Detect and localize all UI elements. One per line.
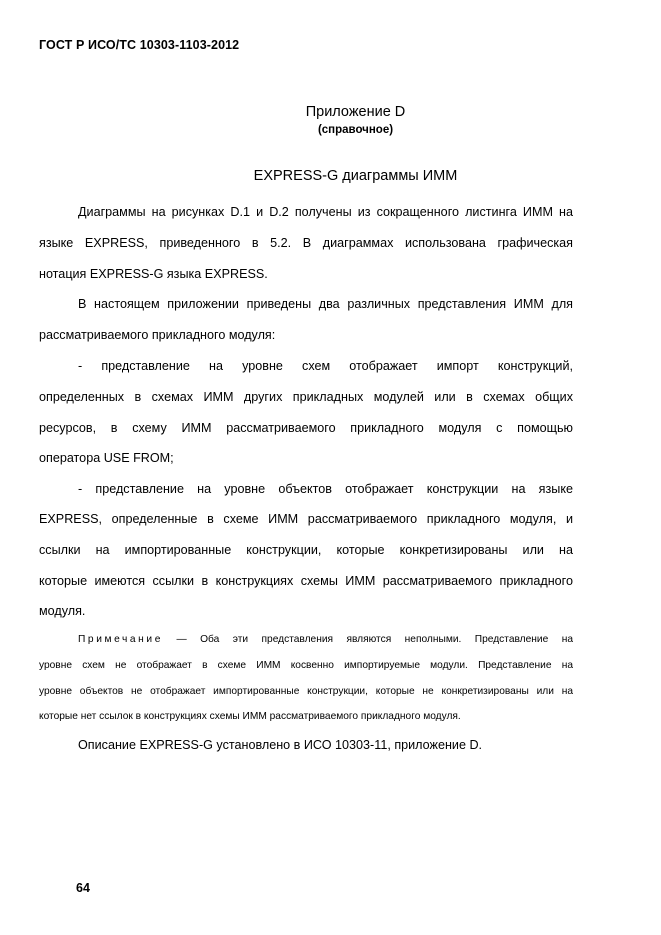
paragraph-line: нотация EXPRESS-G языка EXPRESS. xyxy=(39,267,268,281)
note-line: уровне схем не отображает в схеме ИММ косвенно импортируемые модули. Представление на xyxy=(39,660,573,671)
appendix-kind: (справочное) xyxy=(317,124,394,136)
list-item-line: модуля. xyxy=(39,604,86,618)
note-dash: — xyxy=(176,634,187,645)
appendix-title: Приложение D xyxy=(305,104,406,120)
paragraph-line: Диаграммы на рисунках D.1 и D.2 получены из сокращенного листинга ИММ на xyxy=(78,205,573,219)
note-line: которые нет ссылок в конструкциях схемы ИММ рассматриваемого прикладного модуля. xyxy=(39,711,461,722)
paragraph-line: языке EXPRESS, приведенного в 5.2. В диаграммах использована графическая xyxy=(39,236,573,250)
section-title: EXPRESS-G диаграммы ИММ xyxy=(253,168,458,184)
list-item-line: - представление на уровне объектов отображает конструкции на языке xyxy=(78,482,573,496)
list-item-line: оператора USE FROM; xyxy=(39,451,174,465)
note-line: уровне объектов не отображает импортированные конструкции, которые не конкретизированы или на xyxy=(39,686,573,697)
paragraph-line: В настоящем приложении приведены два различных представления ИММ для xyxy=(78,297,573,311)
note-line xyxy=(39,633,573,649)
note-label: Примечание xyxy=(78,634,163,645)
list-item-line: EXPRESS, определенные в схеме ИММ рассматриваемого прикладного модуля, и xyxy=(39,512,573,526)
list-item-line: - представление на уровне схем отображает импорт конструкций, xyxy=(78,359,573,373)
list-item-line: определенных в схемах ИММ других прикладных модулей или в схемах общих xyxy=(39,390,573,404)
standard-code-header: ГОСТ Р ИСО/ТС 10303-1103-2012 xyxy=(39,38,240,52)
list-item-line: которые имеются ссылки в конструкциях схемы ИММ рассматриваемого прикладного xyxy=(39,574,573,588)
list-item-line: ресурсов, в схему ИММ рассматриваемого прикладного модуля с помощью xyxy=(39,421,573,435)
note-text: Оба эти представления являются неполными. Представление на xyxy=(200,634,573,645)
paragraph-line: Описание EXPRESS-G установлено в ИСО 10303-11, приложение D. xyxy=(78,738,483,752)
list-item-line: ссылки на импортированные конструкции, которые конкретизированы или на xyxy=(39,543,573,557)
paragraph-line: рассматриваемого прикладного модуля: xyxy=(39,328,276,342)
page-number: 64 xyxy=(76,881,90,895)
